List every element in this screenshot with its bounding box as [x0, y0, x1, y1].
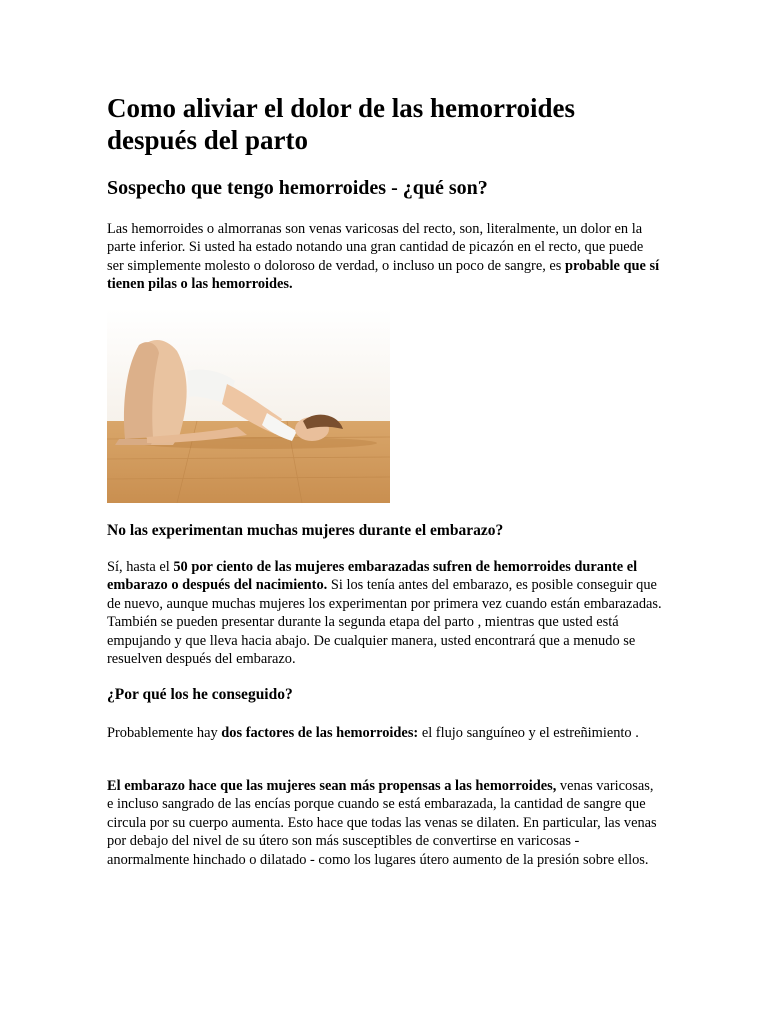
paragraph-embarazo-post: Si los tenía antes del embarazo, es posible conseguir que de nuevo, aunque muchas mujeres los experimentan por primera vez cuando están embarazadas. También se pueden presentar durante la segunda etapa del parto , mientras que usted está empujando y que lleva hacia abajo. De cualquier manera, usted encontrará que a menudo se resuelven después del embarazo. — [107, 577, 662, 668]
paragraph-embarazo-pre: Sí, hasta el — [107, 559, 174, 575]
paragraph-propensas-bold: El embarazo hace que las mujeres sean más propensas a las hemorroides, — [107, 778, 557, 794]
paragraph-intro — [107, 220, 662, 294]
paragraph-factores-pre: Probablemente hay — [107, 725, 222, 741]
paragraph-propensas-post: venas varicosas, e incluso sangrado de las encías porque cuando se está embarazada, la cantidad de sangre que circula por su cuerpo aumenta. Esto hace que todas las venas se dilaten. En particular, las venas por debajo del nivel de su útero son más susceptibles de convertirse en varicosas - anormalmente hinchado o dilatado - como los lugares útero aumento de la presión sobre ellos. — [107, 778, 657, 868]
paragraph-propensas — [107, 777, 662, 869]
paragraph-intro-text: Las hemorroides o almorranas son venas varicosas del recto, son, literalmente, un dolor en la parte inferior. Si usted ha estado notando una gran cantidad de picazón en el recto, que puede ser simplemente molesto o doloroso de verdad, o incluso un poco de sangre, es — [107, 221, 644, 274]
paragraph-embarazo — [107, 558, 662, 668]
section-heading-embarazo: No las experimentan muchas mujeres durante el embarazo? — [107, 522, 504, 539]
yoga-bridge-pose-photo — [107, 309, 390, 503]
paragraph-factores-bold: dos factores de las hemorroides: — [221, 725, 419, 741]
paragraph-factores-post: el flujo sanguíneo y el estreñimiento . — [418, 725, 639, 741]
page-title: Como aliviar el dolor de las hemorroides después del parto — [107, 93, 575, 155]
paragraph-factores — [107, 724, 662, 742]
section-heading-por-que: ¿Por qué los he conseguido? — [107, 686, 293, 703]
paragraph-intro-bold: probable que sí tienen pilas o las hemorroides. — [107, 257, 660, 293]
paragraph-embarazo-bold: 50 por ciento de las mujeres embarazadas sufren de hemorroides durante el embarazo o después del nacimiento. — [107, 559, 638, 594]
section-heading-que-son: Sospecho que tengo hemorroides - ¿qué son? — [107, 177, 488, 199]
